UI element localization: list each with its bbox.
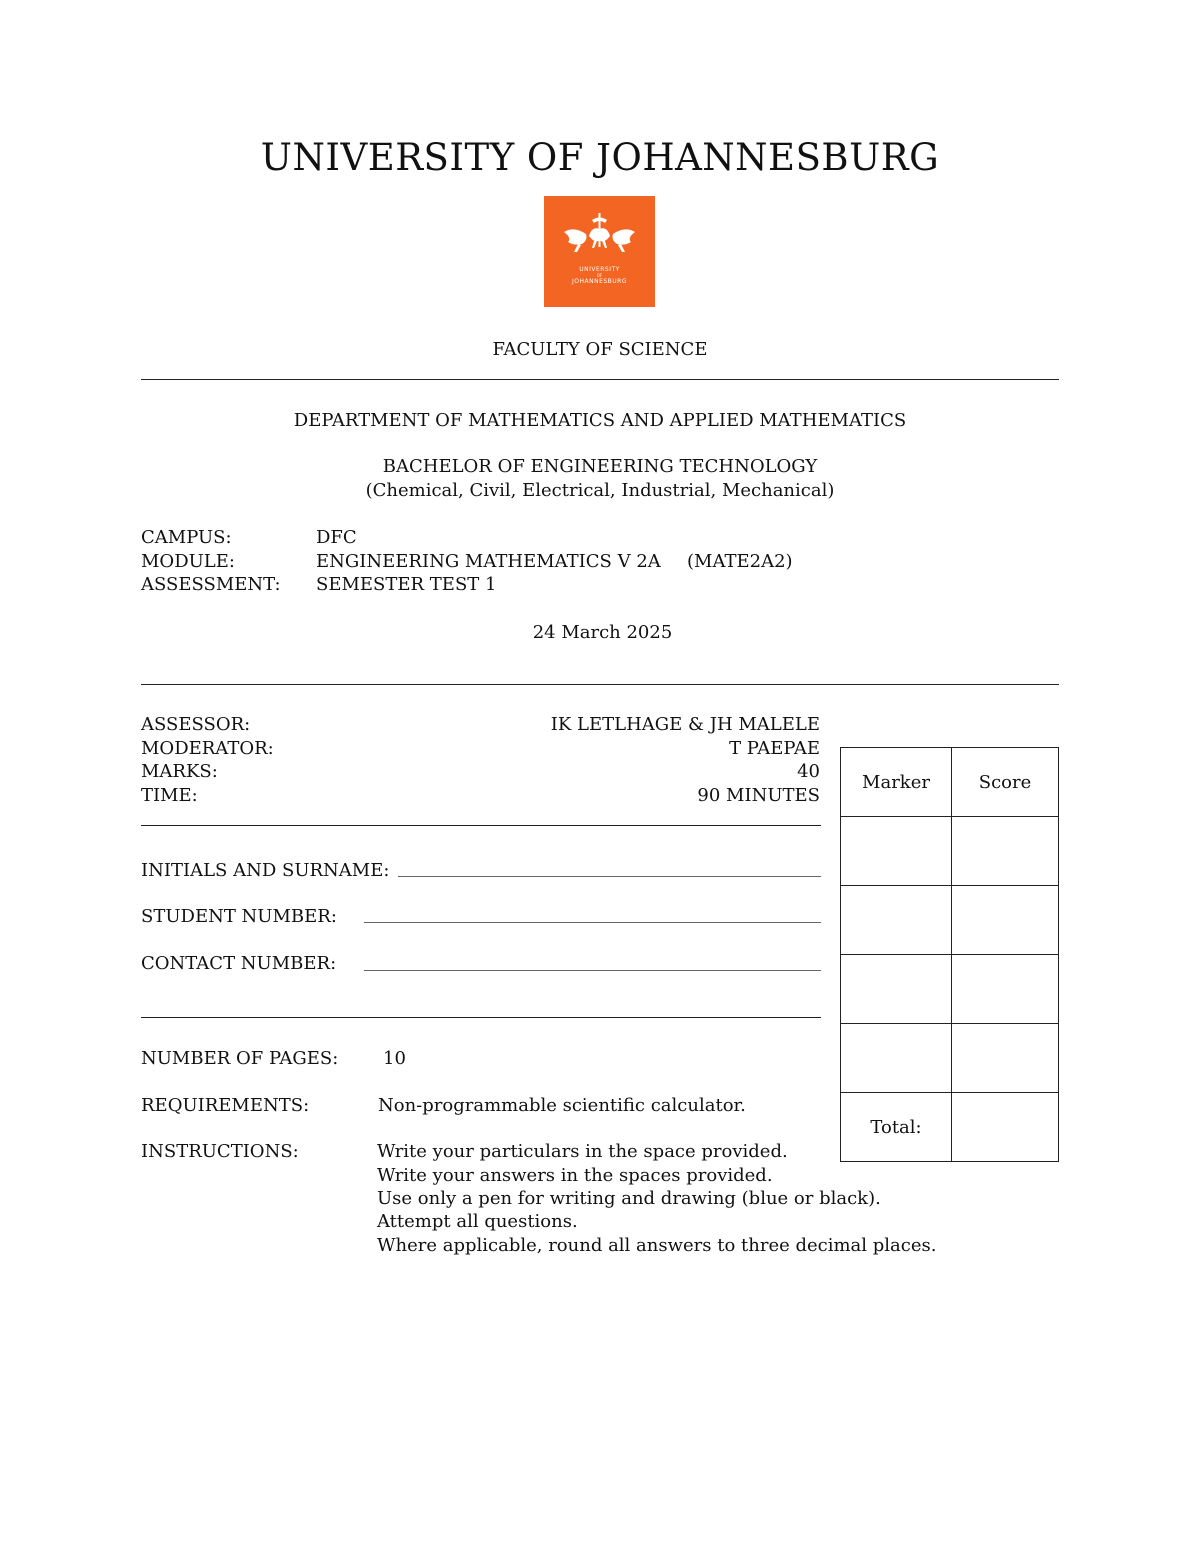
instruction-item: Use only a pen for writing and drawing (blue or black). <box>377 1188 881 1209</box>
score-cell[interactable] <box>952 1024 1059 1093</box>
marker-header: Marker <box>841 748 952 817</box>
contact-number-input-line[interactable] <box>364 970 821 971</box>
campus-value: DFC <box>316 527 357 548</box>
requirements-value: Non-programmable scientific calculator. <box>378 1095 746 1116</box>
marker-cell[interactable] <box>841 886 952 955</box>
logo-text-line3: JOHANNESBURG <box>571 278 627 285</box>
table-row <box>841 1024 1059 1093</box>
instruction-item: Write your particulars in the space provided. <box>377 1141 788 1162</box>
divider <box>141 825 821 826</box>
marker-cell[interactable] <box>841 1024 952 1093</box>
student-number-label: STUDENT NUMBER: <box>141 906 337 927</box>
module-label: MODULE: <box>141 551 235 572</box>
department-name: DEPARTMENT OF MATHEMATICS AND APPLIED MATHEMATICS <box>293 410 907 431</box>
assessment-label: ASSESSMENT: <box>141 574 281 595</box>
marks-value: 40 <box>797 761 820 782</box>
divider <box>141 684 1059 685</box>
student-number-input-line[interactable] <box>364 922 821 923</box>
university-logo <box>544 196 655 307</box>
score-header: Score <box>952 748 1059 817</box>
campus-label: CAMPUS: <box>141 527 232 548</box>
requirements-label: REQUIREMENTS: <box>141 1095 310 1116</box>
divider <box>141 1017 821 1018</box>
total-label: Total: <box>841 1093 952 1162</box>
marker-cell[interactable] <box>841 817 952 886</box>
moderator-label: MODERATOR: <box>141 738 274 759</box>
score-cell[interactable] <box>952 955 1059 1024</box>
crest-icon <box>544 196 655 307</box>
total-score-cell[interactable] <box>952 1093 1059 1162</box>
instructions-label: INSTRUCTIONS: <box>141 1141 299 1162</box>
assessor-value: IK LETLHAGE & JH MALELE <box>550 714 820 735</box>
instruction-item: Attempt all questions. <box>377 1211 578 1232</box>
logo-text-line2: OF <box>596 273 603 278</box>
instruction-item: Where applicable, round all answers to three decimal places. <box>377 1235 937 1256</box>
total-row <box>841 1093 1059 1162</box>
table-row <box>841 817 1059 886</box>
assessor-label: ASSESSOR: <box>141 714 251 735</box>
pages-label: NUMBER OF PAGES: <box>141 1048 339 1069</box>
table-row <box>841 955 1059 1024</box>
score-cell[interactable] <box>952 817 1059 886</box>
marker-cell[interactable] <box>841 955 952 1024</box>
marks-label: MARKS: <box>141 761 218 782</box>
module-value: ENGINEERING MATHEMATICS V 2A <box>316 551 661 572</box>
module-code: (MATE2A2) <box>687 551 793 572</box>
score-cell[interactable] <box>952 886 1059 955</box>
score-table <box>840 747 1059 1162</box>
test-date: 24 March 2025 <box>532 622 673 643</box>
divider <box>141 379 1059 380</box>
table-row <box>841 886 1059 955</box>
instruction-item: Write your answers in the spaces provided. <box>377 1165 773 1186</box>
time-label: TIME: <box>141 785 198 806</box>
faculty-name: FACULTY OF SCIENCE <box>492 339 708 360</box>
table-header-row <box>841 748 1059 817</box>
name-input-line[interactable] <box>398 876 821 877</box>
moderator-value: T PAEPAE <box>729 738 820 759</box>
degree-name: BACHELOR OF ENGINEERING TECHNOLOGY <box>382 456 818 477</box>
degree-streams: (Chemical, Civil, Electrical, Industrial, Mechanical) <box>365 480 835 501</box>
university-title: UNIVERSITY OF JOHANNESBURG <box>260 136 940 179</box>
logo-text-line1: UNIVERSITY <box>579 266 620 273</box>
time-value: 90 MINUTES <box>697 785 820 806</box>
contact-number-label: CONTACT NUMBER: <box>141 953 337 974</box>
assessment-value: SEMESTER TEST 1 <box>316 574 497 595</box>
name-label: INITIALS AND SURNAME: <box>141 860 390 881</box>
pages-value: 10 <box>383 1048 406 1069</box>
